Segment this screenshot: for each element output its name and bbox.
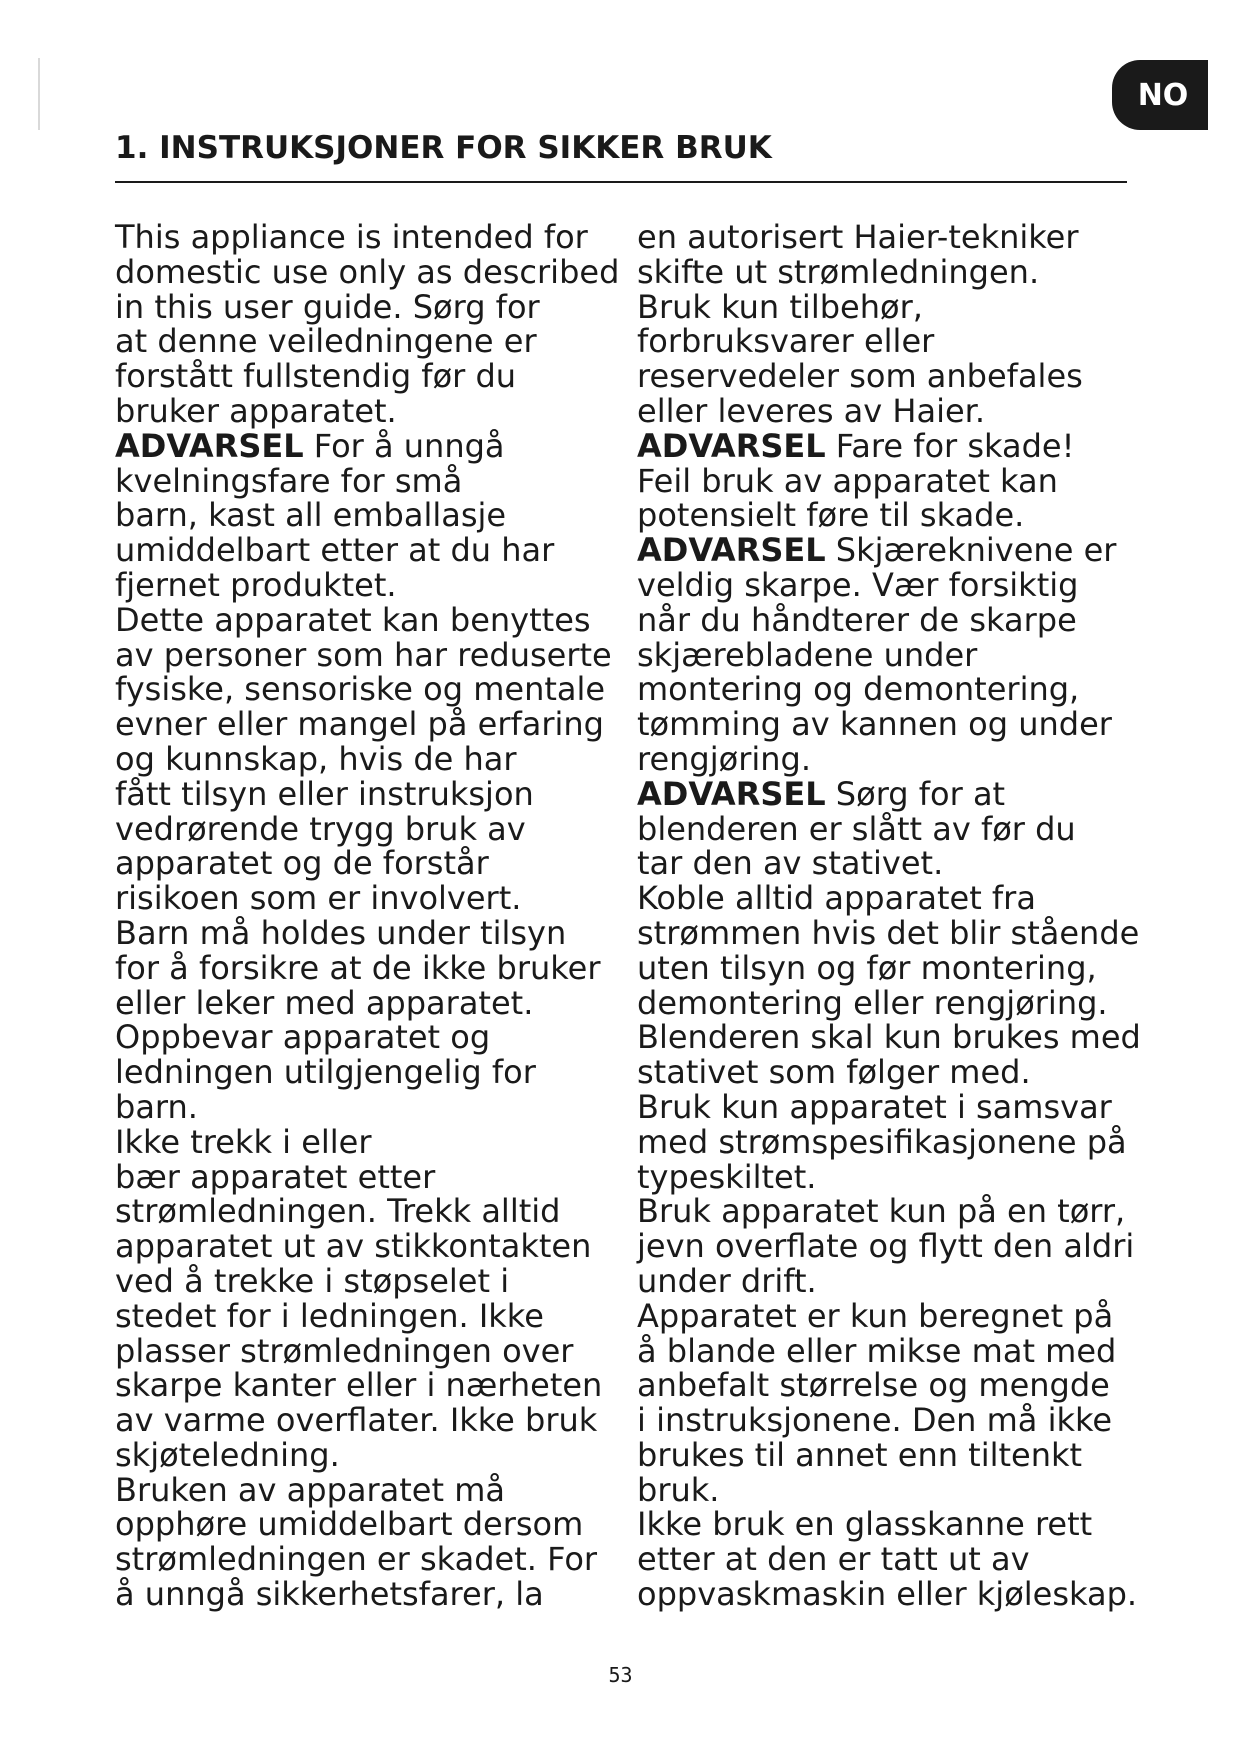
text-line (637, 774, 1137, 813)
warning-label: ADVARSEL (637, 426, 826, 465)
text-line: Bruken av apparatet må (115, 1470, 505, 1509)
warning-text: Sørg for at (825, 774, 1006, 813)
text-line: stativet som følger med. (637, 1053, 1031, 1092)
text-line: å unngå sikkerhetsfarer, la (115, 1575, 544, 1614)
text-line: brukes til annet enn tiltenkt (637, 1435, 1083, 1474)
text-line: uten tilsyn og før montering, (637, 948, 1097, 987)
text-line: Feil bruk av apparatet kan (637, 461, 1058, 500)
text-line: Barn må holdes under tilsyn (115, 913, 567, 952)
text-line: i instruksjonene. Den må ikke (637, 1401, 1113, 1440)
text-line: Bruk kun tilbehør, (637, 287, 923, 326)
text-line: tømming av kannen og under (637, 705, 1112, 744)
text-line: reservedeler som anbefales (637, 357, 1083, 396)
text-line: skjøteledning. (115, 1435, 340, 1474)
text-line: forstått fullstendig før du (115, 357, 517, 396)
warning-text: For å unngå (303, 426, 505, 465)
title-divider (115, 181, 1127, 183)
text-line: fått tilsyn eller instruksjon (115, 774, 534, 813)
text-line: at denne veiledningene er (115, 322, 537, 361)
text-line: Koble alltid apparatet fra (637, 879, 1036, 918)
text-line: fjernet produktet. (115, 565, 397, 604)
text-line: opphøre umiddelbart dersom (115, 1505, 584, 1544)
text-line: skifte ut strømledningen. (637, 252, 1040, 291)
text-line: Ikke bruk en glasskanne rett (637, 1505, 1093, 1544)
text-line: bruk. (637, 1470, 720, 1509)
text-line: oppvaskmaskin eller kjøleskap. (637, 1575, 1138, 1614)
text-line: blenderen er slått av før du (637, 809, 1076, 848)
text-line: bruker apparatet. (115, 391, 397, 430)
text-line: ledningen utilgjengelig for (115, 1053, 536, 1092)
left-text-column (115, 218, 620, 1614)
text-line: Bruk kun apparatet i samsvar (637, 1087, 1112, 1126)
text-line: veldig skarpe. Vær forsiktig (637, 565, 1079, 604)
text-line: eller leker med apparatet. (115, 983, 534, 1022)
text-line: montering og demontering, (637, 670, 1080, 709)
text-line: Blenderen skal kun brukes med (637, 1018, 1141, 1057)
text-line: stedet for i ledningen. Ikke (115, 1296, 544, 1335)
text-line: in this user guide. Sørg for (115, 287, 540, 326)
text-line: plasser strømledningen over (115, 1331, 574, 1370)
language-badge (1112, 60, 1208, 130)
text-line: typeskiltet. (637, 1157, 817, 1196)
text-line: evner eller mangel på erfaring (115, 705, 604, 744)
text-line (637, 426, 1137, 465)
text-line: strømledningen er skadet. For (115, 1540, 598, 1579)
warning-label: ADVARSEL (115, 426, 304, 465)
text-line: Apparatet er kun beregnet på (637, 1296, 1114, 1335)
warning-text: Skjæreknivene er (825, 531, 1117, 570)
right-text-column (637, 218, 1141, 1614)
text-line: umiddelbart etter at du har (115, 531, 555, 570)
page-number: 53 (608, 1663, 633, 1687)
text-line: forbruksvarer eller (637, 322, 935, 361)
language-badge-label: NO (1137, 77, 1189, 113)
text-line: for å forsikre at de ikke bruker (115, 948, 601, 987)
text-line: av varme overflater. Ikke bruk (115, 1401, 598, 1440)
text-line: jevn overflate og flytt den aldri (637, 1227, 1135, 1266)
text-line: under drift. (637, 1261, 817, 1300)
text-line: apparatet og de forstår (115, 844, 489, 883)
text-line: med strømspesifikasjonene på (637, 1122, 1127, 1161)
text-line: Bruk apparatet kun på en tørr, (637, 1192, 1126, 1231)
text-line: ved å trekke i støpselet i (115, 1261, 510, 1300)
text-line: This appliance is intended for (115, 218, 588, 256)
text-line: strømmen hvis det blir stående (637, 913, 1140, 952)
text-line: fysiske, sensoriske og mentale (115, 670, 606, 709)
text-line: Oppbevar apparatet og (115, 1018, 491, 1057)
text-line: demontering eller rengjøring. (637, 983, 1108, 1022)
text-line: barn, kast all emballasje (115, 496, 507, 535)
text-line: anbefalt størrelse og mengde (637, 1366, 1110, 1405)
text-line: skarpe kanter eller i nærheten (115, 1366, 603, 1405)
text-line: apparatet ut av stikkontakten (115, 1227, 592, 1266)
text-line: risikoen som er involvert. (115, 879, 522, 918)
text-line: bær apparatet etter (115, 1157, 436, 1196)
text-line: tar den av stativet. (637, 844, 944, 883)
text-line: Dette apparatet kan benyttes (115, 600, 591, 639)
text-line (115, 426, 615, 465)
text-line: å blande eller mikse mat med (637, 1331, 1117, 1370)
text-line: strømledningen. Trekk alltid (115, 1192, 561, 1231)
text-line: barn. (115, 1087, 198, 1126)
text-line: av personer som har reduserte (115, 635, 612, 674)
text-line: domestic use only as described (115, 252, 620, 291)
text-line: skjærebladene under (637, 635, 978, 674)
text-line: etter at den er tatt ut av (637, 1540, 1030, 1579)
warning-text: Fare for skade! (825, 426, 1075, 465)
text-line: eller leveres av Haier. (637, 391, 986, 430)
text-line: når du håndterer de skarpe (637, 600, 1077, 639)
text-line: kvelningsfare for små (115, 461, 463, 500)
text-line: og kunnskap, hvis de har (115, 739, 517, 778)
text-line (637, 533, 1137, 568)
text-line: en autorisert Haier-tekniker (637, 218, 1079, 256)
warning-label: ADVARSEL (637, 531, 826, 570)
margin-mark (38, 58, 40, 130)
text-line: potensielt føre til skade. (637, 496, 1025, 535)
section-title: 1. INSTRUKSJONER FOR SIKKER BRUK (115, 130, 772, 166)
warning-label: ADVARSEL (637, 774, 826, 813)
text-line: Ikke trekk i eller (115, 1122, 372, 1161)
text-line: vedrørende trygg bruk av (115, 809, 526, 848)
text-line: rengjøring. (637, 739, 812, 778)
